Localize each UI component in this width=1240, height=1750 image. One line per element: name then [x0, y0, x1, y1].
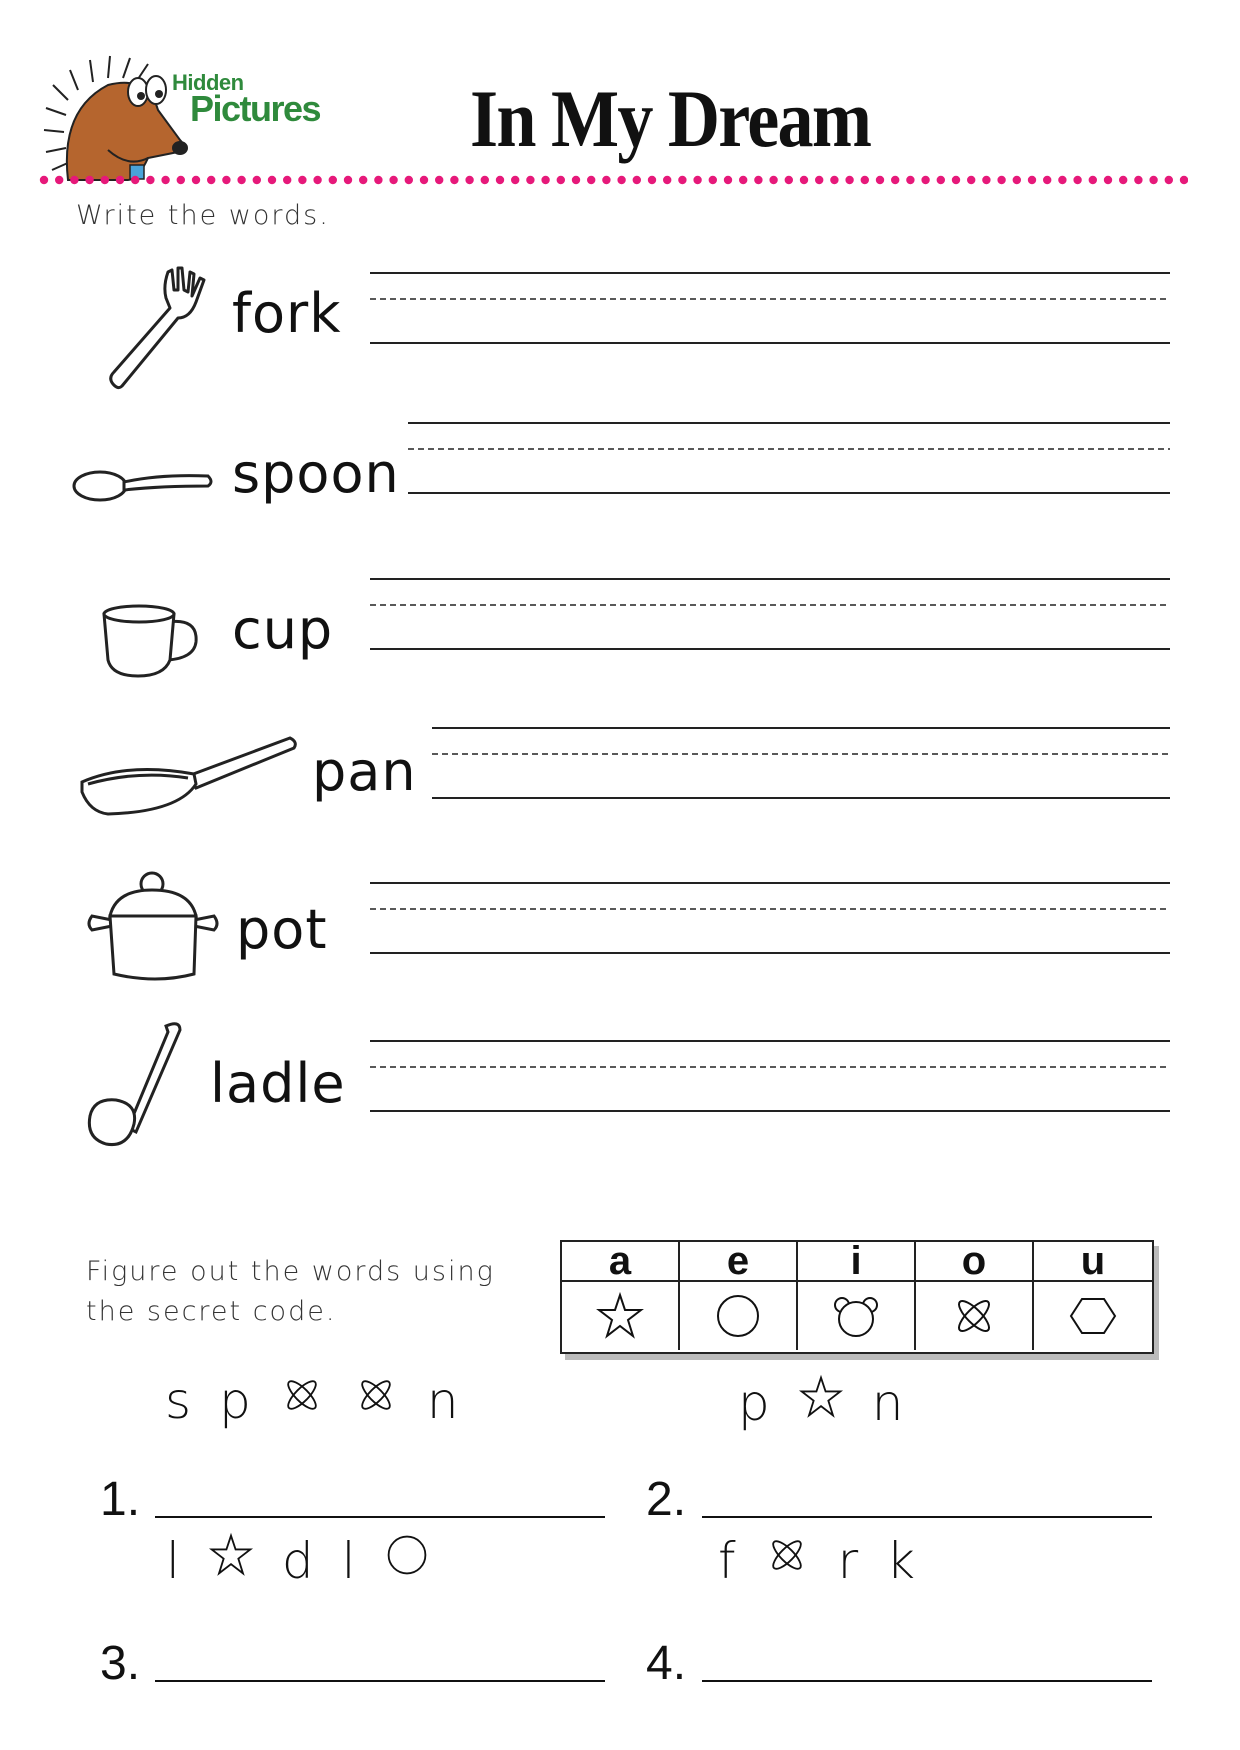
instruction-secret-code: Figure out the words using the secret code.	[86, 1256, 495, 1327]
brand-pictures: Pictures	[190, 88, 321, 129]
fork-icon	[108, 262, 218, 392]
page-title: In My Dream	[470, 73, 871, 164]
x-petal-icon	[764, 1532, 810, 1590]
answer-line-4[interactable]	[702, 1680, 1152, 1682]
secret-code-table	[560, 1240, 1154, 1354]
puzzle-letter: p	[219, 1372, 251, 1430]
puzzle-1-code	[165, 1372, 459, 1430]
puzzle-letter: s	[165, 1372, 192, 1430]
cup-icon	[98, 600, 203, 680]
pot-icon	[86, 868, 221, 988]
question-number-2: 2.	[646, 1473, 687, 1526]
word-pot: pot	[236, 898, 328, 961]
writing-lines-pot[interactable]	[370, 882, 1170, 954]
writing-lines-cup[interactable]	[370, 578, 1170, 650]
ladle-icon	[86, 1020, 191, 1155]
instruction-write: Write the words.	[76, 200, 330, 231]
word-fork: fork	[232, 282, 342, 345]
question-number-1: 1.	[100, 1473, 141, 1526]
puzzle-4-code	[718, 1532, 915, 1590]
star-icon	[562, 1282, 680, 1350]
hexagon-icon	[1034, 1282, 1152, 1350]
answer-line-3[interactable]	[155, 1680, 605, 1682]
word-ladle: ladle	[210, 1052, 346, 1115]
answer-line-2[interactable]	[702, 1516, 1152, 1518]
puzzle-letter: f	[718, 1532, 736, 1590]
puzzle-2-code	[738, 1374, 903, 1432]
bear-face-icon	[798, 1282, 916, 1350]
circle-icon	[680, 1282, 798, 1350]
puzzle-letter: d	[281, 1532, 314, 1590]
word-cup: cup	[232, 598, 334, 661]
writing-lines-pan[interactable]	[432, 727, 1170, 799]
spoon-icon	[70, 460, 215, 510]
star-icon	[208, 1532, 254, 1590]
puzzle-letter: l	[166, 1532, 180, 1590]
code-letter-a: a	[562, 1242, 680, 1282]
code-letter-e: e	[680, 1242, 798, 1282]
word-pan: pan	[312, 740, 417, 803]
x-petal-icon	[916, 1282, 1034, 1350]
puzzle-letter: p	[738, 1374, 770, 1432]
code-letter-i: i	[798, 1242, 916, 1282]
x-petal-icon	[279, 1372, 325, 1430]
question-number-4: 4.	[646, 1637, 687, 1690]
pan-icon	[78, 728, 300, 818]
code-letter-u: u	[1034, 1242, 1152, 1282]
star-icon	[798, 1374, 844, 1432]
x-petal-icon	[353, 1372, 399, 1430]
brand-hidden: Hidden	[172, 70, 244, 95]
question-number-3: 3.	[100, 1637, 141, 1690]
puzzle-letter: n	[871, 1374, 904, 1432]
writing-lines-ladle[interactable]	[370, 1040, 1170, 1112]
word-spoon: spoon	[232, 442, 400, 505]
puzzle-letter: r	[837, 1532, 859, 1590]
puzzle-letter: l	[341, 1532, 356, 1590]
puzzle-3-code	[166, 1532, 430, 1590]
writing-lines-spoon[interactable]	[408, 422, 1170, 494]
circle-icon	[384, 1532, 430, 1590]
answer-line-1[interactable]	[155, 1516, 605, 1518]
puzzle-letter: n	[426, 1372, 459, 1430]
writing-lines-fork[interactable]	[370, 272, 1170, 344]
code-letter-o: o	[916, 1242, 1034, 1282]
dotted-divider	[38, 172, 1188, 190]
puzzle-letter: k	[886, 1532, 916, 1590]
